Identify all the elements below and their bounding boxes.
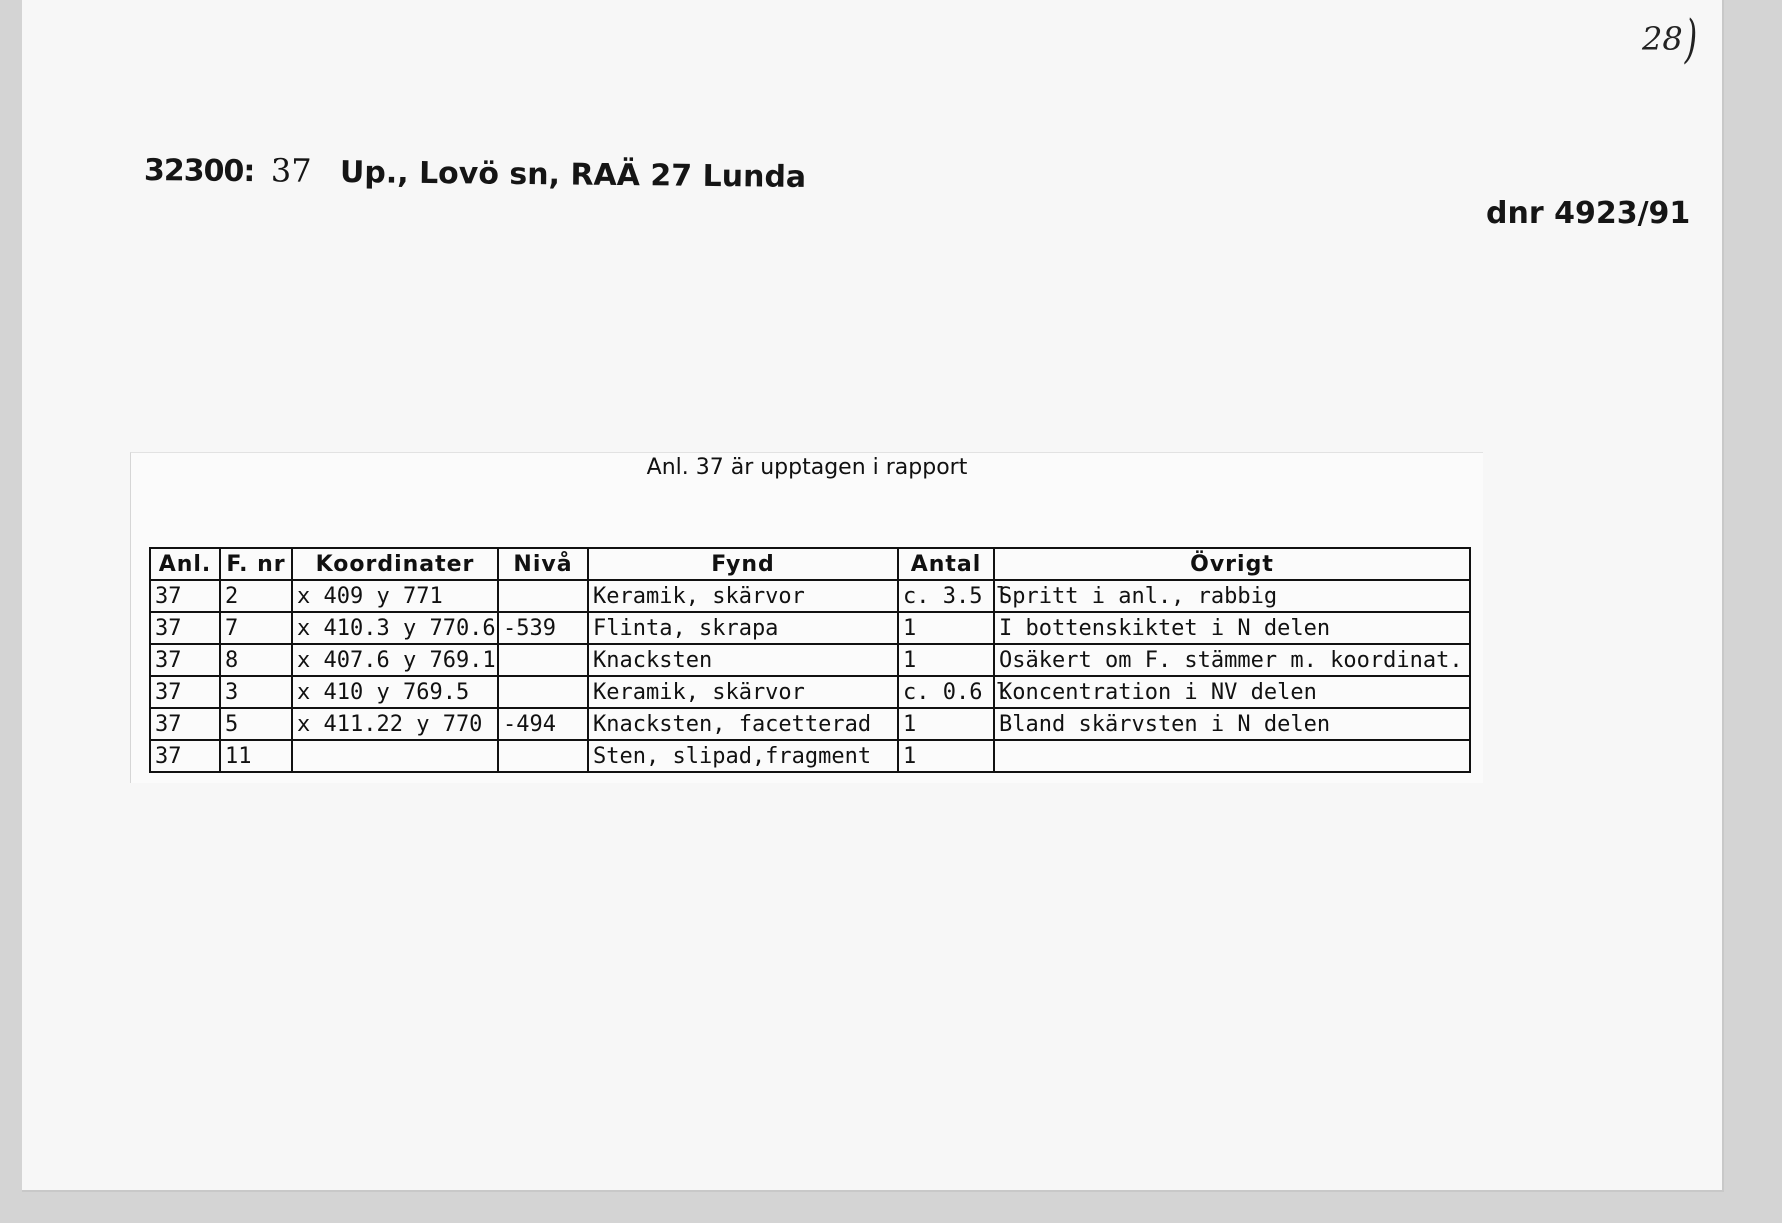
cell-koordinater: x 410 y 769.5	[292, 676, 498, 708]
cell-niva	[498, 644, 588, 676]
table-row	[150, 676, 1470, 708]
column-header-anl: Anl.	[150, 548, 220, 580]
cell-anl: 37	[150, 740, 220, 772]
cell-niva	[498, 676, 588, 708]
cell-anl: 37	[150, 644, 220, 676]
cell-koordinater: x 407.6 y 769.1	[292, 644, 498, 676]
cell-niva	[498, 580, 588, 612]
card-heading	[144, 150, 807, 195]
slip-caption: Anl. 37 är upptagen i rapport	[646, 455, 968, 480]
cell-niva: -539	[498, 612, 588, 644]
cell-antal: 1	[898, 740, 994, 772]
location-text: Up., Lovö sn, RAÄ 27 Lunda	[339, 155, 807, 195]
cell-antal: 1	[898, 708, 994, 740]
column-header-koordinater: Koordinater	[292, 548, 498, 580]
cell-ovrigt: Bland skärvsten i N delen	[994, 708, 1470, 740]
cell-fnr: 7	[220, 612, 292, 644]
finds-table	[149, 547, 1471, 773]
dnr-number: dnr 4923/91	[1486, 196, 1691, 231]
cell-fnr: 8	[220, 644, 292, 676]
cell-anl: 37	[150, 612, 220, 644]
cell-fynd: Flinta, skrapa	[588, 612, 898, 644]
column-header-ovrigt: Övrigt	[994, 548, 1470, 580]
cell-antal: 1	[898, 644, 994, 676]
table-row	[150, 580, 1470, 612]
column-header-antal: Antal	[898, 548, 994, 580]
cell-ovrigt: I bottenskiktet i N delen	[994, 612, 1470, 644]
cell-antal: c. 3.5 l	[898, 580, 994, 612]
cell-fnr: 11	[220, 740, 292, 772]
handwritten-number: 37	[270, 151, 312, 190]
table-header-row	[150, 548, 1470, 580]
column-header-fnr: F. nr	[220, 548, 292, 580]
cell-fynd: Keramik, skärvor	[588, 676, 898, 708]
cell-fynd: Sten, slipad,fragment	[588, 740, 898, 772]
cell-ovrigt: Koncentration i NV delen	[994, 676, 1470, 708]
column-header-niva: Nivå	[498, 548, 588, 580]
catalog-prefix: 32300:	[143, 153, 255, 190]
cell-fynd: Keramik, skärvor	[588, 580, 898, 612]
cell-antal: c. 0.6 l	[898, 676, 994, 708]
cell-niva	[498, 740, 588, 772]
column-header-fynd: Fynd	[588, 548, 898, 580]
cell-koordinater	[292, 740, 498, 772]
cell-anl: 37	[150, 708, 220, 740]
cell-fnr: 3	[220, 676, 292, 708]
cell-ovrigt	[994, 740, 1470, 772]
cell-ovrigt: Spritt i anl., rabbig	[994, 580, 1470, 612]
cell-anl: 37	[150, 676, 220, 708]
page-number-parenthesis: )	[1684, 8, 1698, 70]
page-number: 28)	[1642, 8, 1698, 70]
pasted-slip	[130, 452, 1483, 783]
cell-niva: -494	[498, 708, 588, 740]
cell-fynd: Knacksten	[588, 644, 898, 676]
cell-fnr: 5	[220, 708, 292, 740]
cell-fynd: Knacksten, facetterad	[588, 708, 898, 740]
cell-fnr: 2	[220, 580, 292, 612]
cell-koordinater: x 409 y 771	[292, 580, 498, 612]
cell-koordinater: x 410.3 y 770.6	[292, 612, 498, 644]
cell-koordinater: x 411.22 y 770	[292, 708, 498, 740]
table-row	[150, 740, 1470, 772]
table-row	[150, 708, 1470, 740]
table-row	[150, 612, 1470, 644]
cell-anl: 37	[150, 580, 220, 612]
cell-antal: 1	[898, 612, 994, 644]
cell-ovrigt: Osäkert om F. stämmer m. koordinat.	[994, 644, 1470, 676]
table-row	[150, 644, 1470, 676]
